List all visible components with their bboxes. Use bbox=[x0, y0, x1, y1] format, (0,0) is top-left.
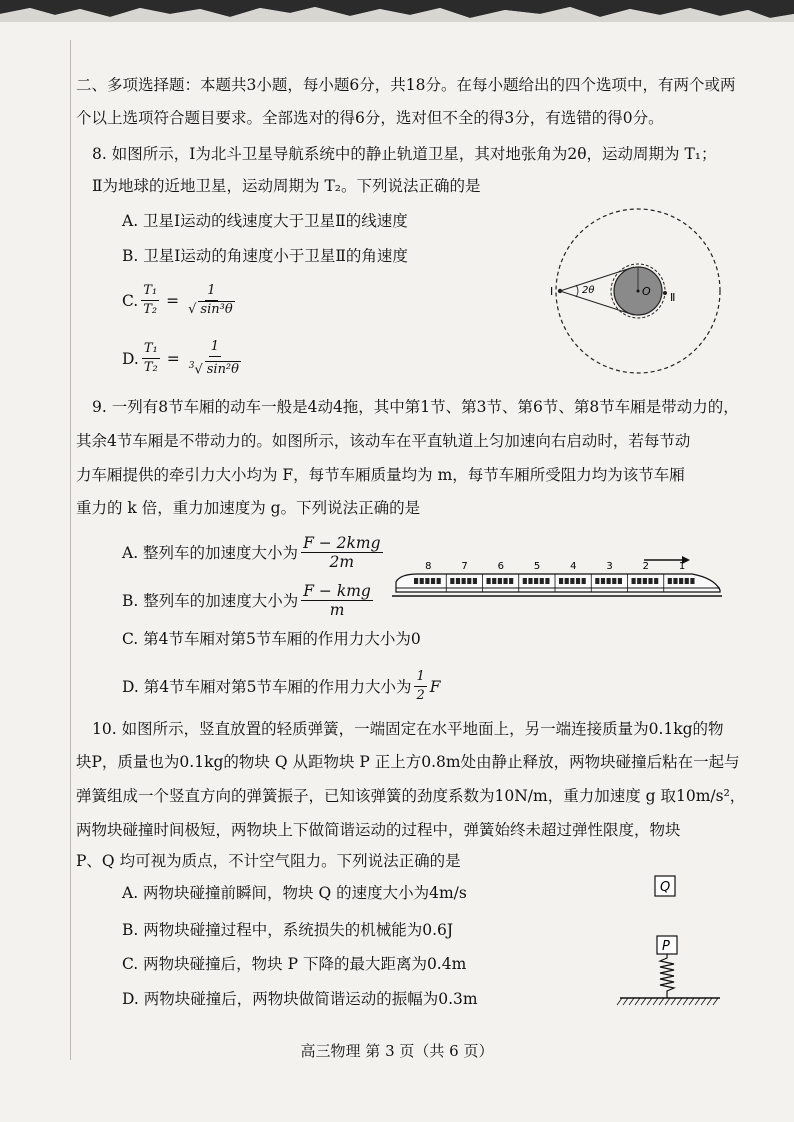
q10-stem-line4: 两物块碰撞时间极短，两物块上下做简谐运动的过程中，弹簧始终未超过弹性限度，物块 bbox=[76, 821, 681, 839]
q8-option-d-rhs bbox=[187, 338, 243, 379]
equals-sign: = bbox=[166, 349, 180, 368]
hatch-line bbox=[641, 998, 646, 1005]
q8-option-c-label: C. bbox=[122, 291, 139, 310]
hatch-line bbox=[653, 998, 658, 1005]
car-window bbox=[612, 578, 616, 584]
hatch-line bbox=[677, 998, 682, 1005]
hatch-line bbox=[701, 998, 706, 1005]
q9-stem-line2: 其余4节车厢是不带动力的。如图所示，该动车在平直轨道上匀加速向右启动时，若每节动 bbox=[76, 432, 691, 450]
car-number-label: 6 bbox=[497, 561, 504, 572]
torn-top-edge bbox=[0, 0, 794, 26]
q9-option-d-fraction bbox=[414, 668, 426, 705]
fraction-denominator: 2 bbox=[416, 688, 425, 703]
car-number-label: 5 bbox=[533, 561, 541, 572]
q9-option-d bbox=[122, 668, 441, 705]
hatch-line bbox=[659, 998, 664, 1005]
q8-option-d bbox=[122, 338, 246, 379]
car-window bbox=[637, 578, 641, 584]
car-window bbox=[668, 578, 672, 584]
q9-option-a-label: A. 整列车的加速度大小为 bbox=[122, 543, 299, 562]
ratio-denominator: T₂ bbox=[143, 360, 158, 376]
hatch-line bbox=[683, 998, 688, 1005]
q9-option-a bbox=[122, 534, 386, 571]
label-block-p: P bbox=[662, 939, 670, 954]
car-window bbox=[420, 578, 424, 584]
car-window bbox=[456, 578, 460, 584]
label-angle: 2θ bbox=[582, 285, 595, 296]
car-window bbox=[534, 578, 538, 584]
hatch-line bbox=[713, 998, 718, 1005]
q8-orbit-diagram bbox=[548, 205, 728, 380]
car-number-label: 2 bbox=[642, 561, 649, 572]
fraction-numerator: F − 2kmg bbox=[303, 534, 381, 552]
rhs-denominator: √ sin³θ bbox=[188, 302, 233, 317]
hatch-line bbox=[707, 998, 712, 1005]
hatch-line bbox=[689, 998, 694, 1005]
car-window bbox=[414, 578, 418, 584]
page-footer: 高三物理 第 3 页（共 6 页） bbox=[300, 1042, 494, 1060]
car-labels bbox=[425, 561, 685, 572]
q8-option-c-ratio bbox=[141, 282, 159, 319]
q10-spring-diagram bbox=[616, 872, 726, 1010]
car-number-label: 4 bbox=[570, 561, 577, 572]
car-window bbox=[565, 578, 569, 584]
margin-rule bbox=[70, 40, 71, 1060]
rhs-numerator: 1 bbox=[205, 282, 217, 301]
car-number-label: 3 bbox=[606, 561, 613, 572]
spring bbox=[660, 954, 674, 998]
label-center-o: O bbox=[642, 285, 651, 298]
ratio-numerator: T₁ bbox=[142, 340, 160, 359]
q8-option-a: A. 卫星Ⅰ运动的线速度大于卫星Ⅱ的线速度 bbox=[122, 212, 408, 230]
ratio-denominator: T₂ bbox=[143, 302, 158, 317]
q9-option-d-tail: F bbox=[429, 677, 441, 696]
q9-option-a-fraction bbox=[301, 534, 382, 571]
car-window bbox=[450, 578, 454, 584]
root-index: 3 bbox=[188, 361, 195, 371]
q8-option-c-rhs bbox=[186, 282, 237, 319]
hatch-line bbox=[671, 998, 676, 1005]
hatch-line bbox=[617, 998, 622, 1005]
q10-option-d: D. 两物块碰撞后，两物块做简谐运动的振幅为0.3m bbox=[122, 990, 478, 1008]
q10-stem-line1: 10. 如图所示，竖直放置的轻质弹簧，一端固定在水平地面上，另一端连接质量为0.1kg的物 bbox=[92, 720, 724, 738]
q8-stem-line1: 8. 如图所示，Ⅰ为北斗卫星导航系统中的静止轨道卫星，其对地张角为2θ，运动周期为 T₁； bbox=[92, 145, 717, 163]
angle-arc bbox=[576, 285, 578, 297]
car-window bbox=[559, 578, 563, 584]
car-window bbox=[487, 578, 491, 584]
q9-option-d-label: D. 第4节车厢对第5节车厢的作用力大小为 bbox=[122, 677, 412, 696]
car-number-label: 8 bbox=[425, 561, 432, 572]
car-window bbox=[601, 578, 605, 584]
rhs-denominator: $^3$√ sin²θ bbox=[188, 361, 239, 378]
q9-stem-line1: 9. 一列有8节车厢的动车一般是4动4拖，其中第1节、第3节、第6节、第8节车厢是带动力的， bbox=[92, 398, 739, 416]
car-window bbox=[467, 578, 471, 584]
car-window bbox=[545, 578, 549, 584]
q9-train-diagram bbox=[392, 552, 722, 602]
q8-option-d-label: D. bbox=[122, 349, 139, 368]
label-satellite-i: Ⅰ bbox=[550, 285, 554, 298]
car-window bbox=[632, 578, 636, 584]
satellite-ii bbox=[663, 291, 667, 295]
car-window bbox=[679, 578, 683, 584]
car-window bbox=[618, 578, 622, 584]
q9-stem-line3: 力车厢提供的牵引力大小均为 F，每节车厢质量均为 m，每节车厢所受阻力均为该节车厢 bbox=[76, 466, 685, 484]
q9-option-b-fraction bbox=[301, 582, 373, 619]
q10-stem-line3: 弹簧组成一个竖直方向的弹簧振子，已知该弹簧的劲度系数为10N/m，重力加速度 g 取10m/s²， bbox=[76, 787, 746, 805]
q10-stem-line2: 块P，质量也为0.1kg的物块 Q 从距物块 P 正上方0.8m处由静止释放，两物块碰撞后粘在一起与 bbox=[76, 753, 740, 771]
q9-stem-line4: 重力的 k 倍，重力加速度为 g。下列说法正确的是 bbox=[76, 499, 421, 517]
q10-option-c: C. 两物块碰撞后，物块 P 下降的最大距离为0.4m bbox=[122, 955, 467, 973]
section-header-line2: 个以上选项符合题目要求。全部选对的得6分，选对但不全的得3分，有选错的得0分。 bbox=[76, 109, 664, 127]
q8-option-c bbox=[122, 282, 240, 319]
car-window bbox=[690, 578, 694, 584]
car-window bbox=[673, 578, 677, 584]
q8-option-b: B. 卫星Ⅰ运动的角速度小于卫星Ⅱ的角速度 bbox=[122, 247, 408, 265]
ground-hatch bbox=[617, 998, 718, 1005]
q10-stem-line5: P、Q 均可视为质点，不计空气阻力。下列说法正确的是 bbox=[76, 852, 461, 870]
fraction-numerator: 1 bbox=[414, 668, 426, 687]
car-window bbox=[523, 578, 527, 584]
hatch-line bbox=[647, 998, 652, 1005]
car-window bbox=[595, 578, 599, 584]
hatch-line bbox=[629, 998, 634, 1005]
car-window bbox=[582, 578, 586, 584]
car-window bbox=[685, 578, 689, 584]
car-window bbox=[540, 578, 544, 584]
car-window bbox=[643, 578, 647, 584]
car-window bbox=[437, 578, 441, 584]
car-window bbox=[654, 578, 658, 584]
q9-option-c: C. 第4节车厢对第5节车厢的作用力大小为0 bbox=[122, 630, 421, 648]
hatch-line bbox=[665, 998, 670, 1005]
equals-sign: = bbox=[166, 291, 180, 310]
rhs-numerator: 1 bbox=[209, 338, 221, 357]
radicand: sin³θ bbox=[200, 302, 233, 317]
label-satellite-ii: Ⅱ bbox=[670, 291, 676, 304]
q8-option-d-ratio bbox=[142, 340, 160, 377]
ratio-numerator: T₁ bbox=[141, 282, 159, 301]
q10-option-a: A. 两物块碰撞前瞬间，物块 Q 的速度大小为4m/s bbox=[122, 884, 467, 902]
hatch-line bbox=[635, 998, 640, 1005]
car-window bbox=[425, 578, 429, 584]
car-window bbox=[503, 578, 507, 584]
car-window bbox=[492, 578, 496, 584]
hatch-line bbox=[623, 998, 628, 1005]
car-window bbox=[498, 578, 502, 584]
car-window bbox=[473, 578, 477, 584]
fraction-numerator: F − kmg bbox=[303, 582, 371, 600]
radicand: sin²θ bbox=[206, 362, 239, 378]
car-window bbox=[648, 578, 652, 584]
car-window bbox=[607, 578, 611, 584]
car-window bbox=[509, 578, 513, 584]
q10-option-b: B. 两物块碰撞过程中，系统损失的机械能为0.6J bbox=[122, 921, 454, 939]
car-window bbox=[528, 578, 532, 584]
car-window bbox=[570, 578, 574, 584]
car-number-label: 7 bbox=[461, 561, 468, 572]
car-window bbox=[431, 578, 435, 584]
hatch-line bbox=[695, 998, 700, 1005]
car-number-label: 1 bbox=[678, 561, 686, 572]
label-block-q: Q bbox=[660, 880, 671, 895]
earth-center bbox=[637, 290, 640, 293]
q8-stem-line2: Ⅱ为地球的近地卫星，运动周期为 T₂。下列说法正确的是 bbox=[92, 177, 481, 195]
fraction-denominator: m bbox=[329, 601, 345, 619]
fraction-denominator: 2m bbox=[329, 553, 355, 571]
q9-option-b bbox=[122, 582, 376, 619]
satellite-i bbox=[558, 289, 562, 293]
car-window bbox=[462, 578, 466, 584]
section-header-line1: 二、多项选择题：本题共3小题，每小题6分，共18分。在每小题给出的四个选项中，有两个或两 bbox=[76, 76, 736, 94]
car-window bbox=[576, 578, 580, 584]
q9-option-b-label: B. 整列车的加速度大小为 bbox=[122, 591, 299, 610]
